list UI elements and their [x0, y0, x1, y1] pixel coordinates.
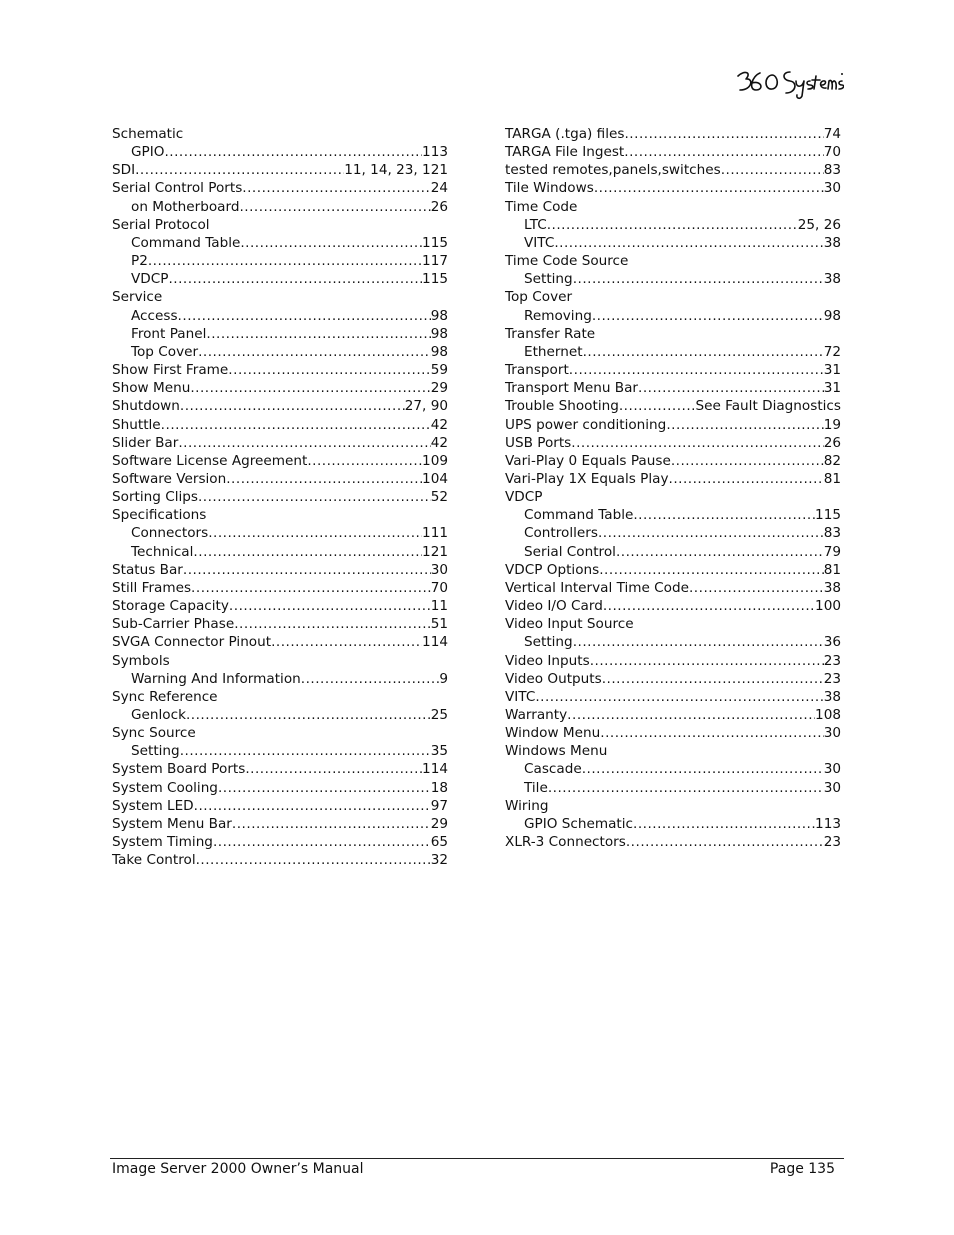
dot-leader — [603, 597, 815, 615]
dot-leader — [624, 143, 823, 161]
index-page-ref: 59 — [430, 362, 448, 379]
index-term: System Timing — [112, 834, 213, 851]
index-entry — [112, 361, 448, 379]
index-heading: Service — [112, 289, 163, 306]
index-page-ref: 38 — [823, 688, 841, 705]
index-page-ref: 109 — [422, 452, 448, 469]
index-subentry — [505, 760, 841, 778]
dot-leader — [583, 343, 824, 361]
index-entry — [505, 597, 841, 615]
dot-leader — [669, 470, 824, 488]
index-term: Command Table — [131, 234, 241, 251]
index-page-ref: 30 — [430, 561, 448, 578]
dot-leader — [198, 488, 431, 506]
index-entry — [505, 361, 841, 379]
index-entry — [112, 833, 448, 851]
index-page-ref: 36 — [823, 634, 841, 651]
index-subentry — [112, 234, 448, 252]
index-heading: Windows Menu — [505, 743, 608, 760]
index-term: System Board Ports — [112, 761, 246, 778]
index-entry — [505, 652, 841, 670]
index-subentry — [112, 307, 448, 325]
index-page-ref: 31 — [823, 380, 841, 397]
index-page-ref: 32 — [430, 852, 448, 869]
index-page-ref: 115 — [815, 507, 841, 524]
index-page-ref: 113 — [815, 815, 841, 832]
index-term: Video Outputs — [505, 670, 602, 687]
index-page-ref: 31 — [823, 362, 841, 379]
index-term: Transport — [505, 362, 569, 379]
index-term: Trouble Shooting — [505, 398, 619, 415]
dot-leader — [571, 434, 823, 452]
index-term: System Menu Bar — [112, 815, 232, 832]
index-page-ref: 25 — [430, 707, 448, 723]
index-term: Take Control — [112, 852, 196, 869]
index-entry — [112, 416, 448, 434]
dot-leader — [307, 452, 422, 470]
index-entry — [112, 633, 448, 651]
index-heading: Serial Protocol — [112, 216, 210, 233]
index-term: System LED — [112, 797, 194, 814]
index-entry — [112, 597, 448, 615]
index-entry — [505, 561, 841, 579]
index-entry — [112, 561, 448, 579]
index-entry — [112, 851, 448, 869]
index-entry — [112, 760, 448, 778]
index-term: Connectors — [131, 525, 209, 542]
index-page-ref: 72 — [823, 343, 841, 360]
index-subentry — [505, 506, 841, 524]
dot-leader — [633, 815, 815, 833]
index-page-ref: 98 — [430, 325, 448, 342]
index-entry — [505, 179, 841, 197]
index-term: Shutdown — [112, 398, 180, 415]
index-page-ref: 100 — [815, 598, 841, 615]
index-term: Cascade — [524, 761, 582, 778]
dot-leader — [198, 343, 431, 361]
dot-leader — [573, 633, 824, 651]
index-term: GPIO — [131, 144, 165, 161]
dot-leader — [594, 179, 824, 197]
index-term: System Cooling — [112, 779, 218, 796]
dot-leader — [208, 524, 422, 542]
index-term: Controllers — [524, 525, 598, 542]
360-systems-logo — [734, 66, 844, 100]
index-term: UPS power conditioning — [505, 416, 667, 433]
index-term: VITC — [524, 234, 555, 251]
index-entry — [505, 724, 841, 742]
index-term: TARGA (.tga) files — [505, 126, 625, 142]
index-page-ref: 9 — [439, 670, 448, 687]
dot-leader — [548, 779, 824, 797]
index-page-ref: 115 — [422, 271, 448, 288]
dot-leader — [180, 397, 405, 415]
index-term: Serial Control Ports — [112, 180, 243, 197]
dot-leader — [240, 234, 422, 252]
index-page-ref: 42 — [430, 434, 448, 451]
index-term: Setting — [524, 634, 573, 651]
index-page-ref: 70 — [823, 144, 841, 161]
index-page-ref: 117 — [422, 253, 448, 270]
index-page-ref: 23 — [823, 652, 841, 669]
index-page-ref: 19 — [823, 416, 841, 433]
index-subentry — [505, 815, 841, 833]
index-page-ref: 23 — [823, 834, 841, 851]
index-subentry — [505, 307, 841, 325]
dot-leader — [616, 543, 824, 561]
index-entry — [505, 706, 841, 724]
dot-leader — [229, 597, 431, 615]
index-page-ref: 11 — [430, 598, 448, 615]
index-term: Removing — [524, 307, 592, 324]
index-page-ref: 81 — [823, 561, 841, 578]
index-term: Video Inputs — [505, 652, 590, 669]
index-page-ref: 52 — [430, 489, 448, 506]
footer-divider — [110, 1158, 844, 1159]
index-heading: Sync Source — [112, 725, 196, 742]
dot-leader — [535, 688, 823, 706]
index-page-ref: 27, 90 — [404, 398, 448, 415]
index-term: VDCP Options — [505, 561, 600, 578]
index-term: GPIO Schematic — [524, 815, 633, 832]
index-page-ref: 24 — [430, 180, 448, 197]
dot-leader — [666, 416, 823, 434]
index-term: Ethernet — [524, 343, 583, 360]
index-page-ref: 30 — [823, 761, 841, 778]
index-term: Warning And Information — [131, 670, 301, 687]
index-subentry — [112, 524, 448, 542]
index-subentry — [112, 343, 448, 361]
dot-leader — [186, 706, 431, 724]
index-page-ref: 108 — [815, 707, 841, 723]
dot-leader — [689, 579, 824, 597]
index-entry — [112, 579, 448, 597]
index-subentry — [112, 252, 448, 270]
index-page-ref: 30 — [823, 725, 841, 742]
index-column-right — [505, 125, 841, 851]
index-page-ref: 74 — [823, 126, 841, 142]
dot-leader — [721, 161, 824, 179]
index-subentry — [112, 670, 448, 688]
footer-manual-title: Image Server 2000 Owner’s Manual — [112, 1161, 364, 1177]
index-heading: Transfer Rate — [505, 325, 596, 342]
dot-leader — [592, 307, 824, 325]
index-term: Status Bar — [112, 561, 183, 578]
index-subentry — [112, 543, 448, 561]
index-term: Slider Bar — [112, 434, 179, 451]
index-term: Top Cover — [131, 343, 199, 360]
index-entry — [112, 470, 448, 488]
index-entry — [505, 579, 841, 597]
dot-leader — [226, 470, 422, 488]
index-subentry — [505, 343, 841, 361]
index-heading: Schematic — [112, 126, 184, 142]
index-page-ref: 104 — [422, 470, 448, 487]
index-page-ref: 98 — [430, 343, 448, 360]
dot-leader — [190, 379, 430, 397]
index-page-ref: 30 — [823, 779, 841, 796]
index-term: Vertical Interval Time Code — [505, 579, 689, 596]
index-subentry — [112, 742, 448, 760]
dot-leader — [206, 325, 430, 343]
dot-leader — [619, 397, 696, 415]
index-term: SDI — [112, 162, 136, 179]
dot-leader — [135, 161, 344, 179]
dot-leader — [590, 652, 824, 670]
index-term: Serial Control — [524, 543, 616, 560]
index-subentry — [505, 234, 841, 252]
index-entry — [112, 179, 448, 197]
index-subentry — [505, 216, 841, 234]
dot-leader — [218, 779, 431, 797]
index-page-ref: 82 — [823, 452, 841, 469]
index-page-ref: 29 — [430, 815, 448, 832]
index-entry — [112, 434, 448, 452]
dot-leader — [271, 633, 422, 651]
index-term: Vari-Play 0 Equals Pause — [505, 452, 671, 469]
index-page-ref: 26 — [823, 434, 841, 451]
index-heading: Specifications — [112, 507, 207, 524]
index-page-ref: 98 — [430, 307, 448, 324]
footer-page-number: Page 135 — [769, 1161, 835, 1177]
dot-leader — [633, 506, 815, 524]
index-page-ref: 111 — [422, 525, 448, 542]
index-term: on Motherboard — [131, 198, 240, 215]
dot-leader — [242, 179, 430, 197]
index-term: Access — [131, 307, 178, 324]
index-term: P2 — [131, 253, 148, 270]
index-entry — [505, 688, 841, 706]
index-page-ref: 114 — [422, 761, 448, 778]
index-term: Software License Agreement — [112, 452, 308, 469]
index-entry — [112, 379, 448, 397]
dot-leader — [239, 198, 430, 216]
index-term: Software Version — [112, 470, 227, 487]
index-subentry — [505, 543, 841, 561]
index-subentry — [505, 270, 841, 288]
index-term: Video I/O Card — [505, 598, 603, 615]
index-heading: Sync Reference — [112, 688, 218, 705]
index-page-ref: 115 — [422, 234, 448, 251]
index-subentry — [112, 706, 448, 724]
index-term: Storage Capacity — [112, 598, 229, 615]
dot-leader — [602, 670, 824, 688]
index-page-ref: 51 — [430, 616, 448, 633]
index-term: Tile Windows — [505, 180, 594, 197]
dot-leader — [161, 416, 431, 434]
dot-leader — [191, 579, 431, 597]
index-term: Transport Menu Bar — [505, 380, 638, 397]
dot-leader — [164, 143, 422, 161]
index-term: Shuttle — [112, 416, 161, 433]
index-entry — [112, 397, 448, 415]
index-page-ref: 35 — [430, 743, 448, 760]
index-term: VDCP — [131, 271, 169, 288]
index-column-left — [112, 125, 448, 869]
dot-leader — [232, 815, 431, 833]
index-entry — [505, 397, 841, 415]
index-entry — [112, 488, 448, 506]
index-page-ref: 25, 26 — [797, 216, 841, 233]
index-entry — [112, 615, 448, 633]
index-term: TARGA File Ingest — [505, 144, 625, 161]
index-page-ref: 83 — [823, 162, 841, 179]
index-term: Sorting Clips — [112, 489, 198, 506]
index-entry — [112, 797, 448, 815]
index-page-ref: 121 — [422, 543, 448, 560]
dot-leader — [567, 706, 815, 724]
dot-leader — [554, 234, 823, 252]
index-page-ref: 18 — [430, 779, 448, 796]
index-entry — [112, 815, 448, 833]
index-page-ref: 30 — [823, 180, 841, 197]
index-term: Show First Frame — [112, 362, 229, 379]
index-entry — [505, 434, 841, 452]
index-heading: Time Code — [505, 198, 578, 215]
dot-leader — [196, 851, 431, 869]
dot-leader — [178, 434, 430, 452]
index-page-ref: 70 — [430, 579, 448, 596]
index-subentry — [112, 270, 448, 288]
index-term: Technical — [131, 543, 194, 560]
index-term: Window Menu — [505, 725, 601, 742]
index-page-ref: 79 — [823, 543, 841, 560]
index-page-ref: 26 — [430, 198, 448, 215]
dot-leader — [194, 797, 431, 815]
index-term: VITC — [505, 688, 536, 705]
index-entry — [505, 416, 841, 434]
index-entry — [112, 161, 448, 179]
index-page-ref: 65 — [430, 834, 448, 851]
index-page-ref: 42 — [430, 416, 448, 433]
index-page-ref: 23 — [823, 670, 841, 687]
index-subentry — [112, 198, 448, 216]
index-page-ref: See Fault Diagnostics — [695, 398, 841, 415]
index-subentry — [112, 143, 448, 161]
index-term: Setting — [524, 271, 573, 288]
dot-leader — [547, 216, 798, 234]
index-page-ref: 11, 14, 23, 121 — [344, 162, 448, 179]
dot-leader — [626, 833, 824, 851]
index-page-ref: 38 — [823, 271, 841, 288]
dot-leader — [598, 524, 824, 542]
index-heading: Video Input Source — [505, 616, 634, 633]
index-subentry — [112, 325, 448, 343]
dot-leader — [301, 670, 440, 688]
index-term: Front Panel — [131, 325, 207, 342]
index-page-ref: 38 — [823, 234, 841, 251]
index-page-ref: 83 — [823, 525, 841, 542]
dot-leader — [193, 543, 422, 561]
index-subentry — [505, 779, 841, 797]
index-page-ref: 38 — [823, 579, 841, 596]
index-term: Warranty — [505, 707, 568, 723]
index-entry — [505, 379, 841, 397]
index-heading: Symbols — [112, 652, 170, 669]
index-heading: VDCP — [505, 489, 543, 506]
index-term: LTC — [524, 216, 547, 233]
dot-leader — [148, 252, 422, 270]
dot-leader — [234, 615, 431, 633]
index-term: Genlock — [131, 707, 186, 723]
index-term: Show Menu — [112, 380, 191, 397]
index-entry — [505, 125, 841, 143]
dot-leader — [599, 561, 823, 579]
index-term: Sub-Carrier Phase — [112, 616, 235, 633]
dot-leader — [573, 270, 824, 288]
dot-leader — [183, 561, 431, 579]
index-entry — [112, 779, 448, 797]
dot-leader — [180, 742, 431, 760]
dot-leader — [569, 361, 824, 379]
index-term: Tile — [524, 779, 548, 796]
index-entry — [112, 452, 448, 470]
index-term: Vari-Play 1X Equals Play — [505, 470, 669, 487]
index-term: XLR-3 Connectors — [505, 834, 626, 851]
dot-leader — [213, 833, 431, 851]
index-entry — [505, 670, 841, 688]
index-term: Setting — [131, 743, 180, 760]
dot-leader — [582, 760, 824, 778]
index-page-ref: 97 — [430, 797, 448, 814]
index-term: SVGA Connector Pinout — [112, 634, 272, 651]
index-entry — [505, 833, 841, 851]
index-heading: Wiring — [505, 797, 549, 814]
index-page-ref: 29 — [430, 380, 448, 397]
index-term: Command Table — [524, 507, 634, 524]
dot-leader — [178, 307, 431, 325]
dot-leader — [600, 724, 823, 742]
index-entry — [505, 452, 841, 470]
index-entry — [505, 470, 841, 488]
index-term: USB Ports — [505, 434, 572, 451]
index-term: Still Frames — [112, 579, 192, 596]
dot-leader — [168, 270, 422, 288]
dot-leader — [624, 125, 823, 143]
index-subentry — [505, 633, 841, 651]
dot-leader — [671, 452, 824, 470]
index-subentry — [505, 524, 841, 542]
dot-leader — [245, 760, 422, 778]
index-heading: Time Code Source — [505, 253, 629, 270]
index-page-ref: 114 — [422, 634, 448, 651]
dot-leader — [228, 361, 430, 379]
index-heading: Top Cover — [505, 289, 573, 306]
index-entry — [505, 143, 841, 161]
index-page-ref: 81 — [823, 470, 841, 487]
index-entry — [505, 161, 841, 179]
dot-leader — [638, 379, 824, 397]
index-page-ref: 98 — [823, 307, 841, 324]
index-term: tested remotes,panels,switches — [505, 162, 721, 179]
index-page-ref: 113 — [422, 144, 448, 161]
